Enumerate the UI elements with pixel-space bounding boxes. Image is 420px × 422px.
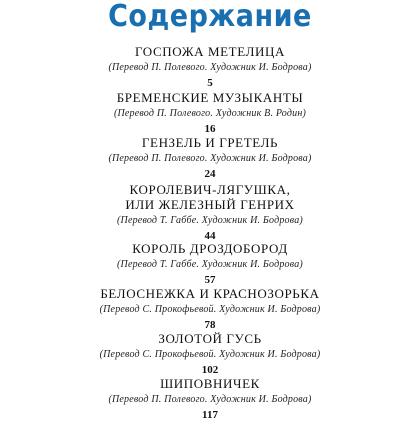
story-credit: (Перевод Т. Габбе. Художник И. Бодрова) <box>117 215 303 226</box>
toc-entry <box>60 90 360 136</box>
story-title: ЗОЛОТОЙ ГУСЬ <box>158 331 262 346</box>
page-number: 16 <box>204 123 216 135</box>
page-number: 24 <box>204 168 216 180</box>
story-credit: (Перевод П. Полевого. Художник И. Бодрова) <box>108 62 312 73</box>
story-title: ШИПОВНИЧЕК <box>160 376 260 391</box>
story-title-line-2: ИЛИ ЖЕЛЕЗНЫЙ ГЕНРИХ <box>125 197 295 212</box>
toc-entry <box>60 241 360 287</box>
page-number: 102 <box>201 364 219 376</box>
story-title: ГЕНЗЕЛЬ И ГРЕТЕЛЬ <box>141 135 279 150</box>
page-number: 44 <box>204 230 216 242</box>
story-title: БРЕМЕНСКИЕ МУЗЫКАНТЫ <box>116 90 304 105</box>
story-credit: (Перевод П. Полевого. Художник В. Родин) <box>113 108 307 119</box>
toc-entry <box>60 286 360 332</box>
story-title: БЕЛОСНЕЖКА И КРАСНОЗОРЬКА <box>100 286 320 301</box>
toc-entry <box>60 135 360 181</box>
story-credit: (Перевод П. Полевого. Художник И. Бодрова) <box>108 153 312 164</box>
story-title: ГОСПОЖА МЕТЕЛИЦА <box>135 44 285 59</box>
toc-entry <box>60 376 360 422</box>
story-credit: (Перевод С. Прокофьевой. Художник И. Бодрова) <box>99 349 321 360</box>
page-number: 117 <box>202 409 218 421</box>
story-credit: (Перевод П. Полевого. Художник И. Бодрова) <box>108 394 312 405</box>
story-credit: (Перевод Т. Габбе. Художник И. Бодрова) <box>117 259 303 270</box>
toc-entry <box>60 182 360 243</box>
page-number: 57 <box>204 274 216 286</box>
page-number: 5 <box>207 77 213 89</box>
toc-entry <box>60 44 360 90</box>
toc-entry <box>60 331 360 377</box>
page-number: 78 <box>204 319 216 331</box>
story-credit: (Перевод С. Прокофьевой. Художник И. Бодрова) <box>99 304 321 315</box>
story-title-line-1: КОРОЛЕВИЧ-ЛЯГУШКА, <box>129 182 291 197</box>
page-title: Содержание <box>108 0 312 34</box>
story-title: КОРОЛЬ ДРОЗДОБОРОД <box>132 241 288 256</box>
